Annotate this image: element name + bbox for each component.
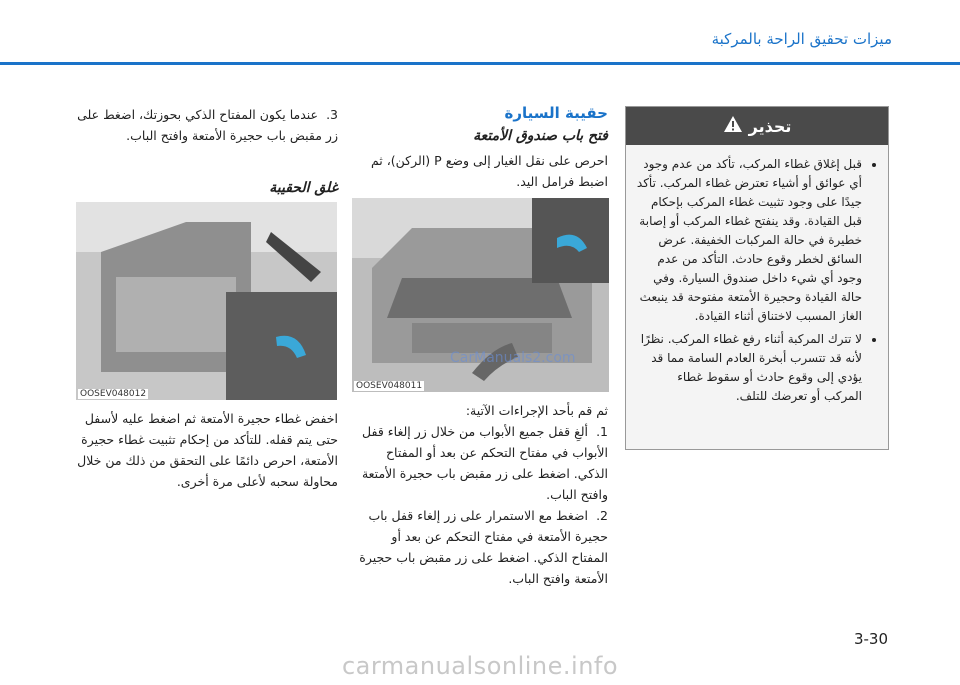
step-number: 2. bbox=[596, 508, 608, 523]
overlay-watermark: CarManuals2.com bbox=[450, 350, 576, 366]
figure-code: OOSEV048012 bbox=[80, 389, 147, 399]
warning-box bbox=[625, 106, 889, 450]
step3-block bbox=[76, 104, 338, 146]
steps-intro: ثم قم بأحد الإجراءات الآتية: bbox=[465, 403, 608, 418]
intro-text: احرص على نقل الغيار إلى وضع P (الركن)، ثم اضبط فرامل اليد. bbox=[370, 153, 608, 189]
header-rule bbox=[0, 62, 960, 65]
warning-item: • قبل إغلاق غطاء المركب، تأكد من عدم وجود أي عوائق أو أشياء تعترض غطاء المركب. تأكد جيدًا على وجود تثبيت غطاء المركب بإحكام قبل القيادة. وقد ينفتح غطاء المركب أو إصابة خطيرة في حالة المركبات الخفيفة. عرض السائق لخطر وقوع حادث. التأكد من عدم وجود أي شيء داخل صندوق السيارة. وفي حالة القيادة وحجيرة الأمتعة مفتوحة قد ينبعث الغاز المسبب لاختناق أثناء القيادة. bbox=[636, 155, 862, 326]
warning-header bbox=[626, 107, 888, 145]
warning-item: • لا تترك المركبة أثناء رفع غطاء المركب. نظرًا لأنه قد تتسرب أبخرة العادم السامة مما قد يؤدي إلى وقوع حادث أو سقوط غطاء المركب أو تعرضك للتلف. bbox=[636, 330, 862, 406]
step-text: عندما يكون المفتاح الذكي بحوزتك، اضغط على زر مقبض باب حجيرة الأمتعة وافتح الباب. bbox=[77, 107, 338, 143]
step-text: ألغِ قفل جميع الأبواب من خلال زر إلغاء قفل الأبواب في مفتاح التحكم عن بعد أو المفتاح الذكي. اضغط على زر مقبض باب حجيرة الأمتعة وافتح الباب. bbox=[361, 424, 608, 502]
section-subtitle: فتح باب صندوق الأمتعة bbox=[473, 128, 608, 144]
step-text: اضغط مع الاستمرار على زر إلغاء قفل باب حجيرة الأمتعة في مفتاح التحكم عن بعد أو المفتاح الذكي. اضغط على زر مقبض باب حجيرة الأمتعة وافتح الباب. bbox=[359, 508, 608, 586]
site-watermark: carmanualsonline.info bbox=[341, 652, 619, 680]
close-title: غلق الحقيبة bbox=[269, 180, 338, 196]
step-item bbox=[352, 421, 608, 505]
middle-column bbox=[352, 104, 608, 192]
header-title: ميزات تحقيق الراحة بالمركبة bbox=[711, 30, 892, 48]
warning-title: تحذير bbox=[748, 116, 792, 136]
warning-triangle-icon bbox=[723, 115, 743, 137]
steps-block bbox=[352, 400, 608, 589]
close-text: اخفض غطاء حجيرة الأمتعة ثم اضغط عليه لأسفل حتى يتم قفله. للتأكد من إحكام تثبيت غطاء حجيرة الأمتعة، احرص دائمًا على التحقق من ذلك من خلال محاولة سحبه لأعلى مرة أخرى. bbox=[77, 411, 338, 489]
section-title: حقيبة السيارة bbox=[504, 104, 608, 122]
step-number: 3. bbox=[326, 107, 338, 122]
step-number: 1. bbox=[596, 424, 608, 439]
page-number: 3-30 bbox=[853, 630, 888, 648]
figure-trunk-close bbox=[76, 202, 337, 400]
step-item bbox=[352, 505, 608, 589]
figure-code: OOSEV048011 bbox=[356, 381, 423, 391]
